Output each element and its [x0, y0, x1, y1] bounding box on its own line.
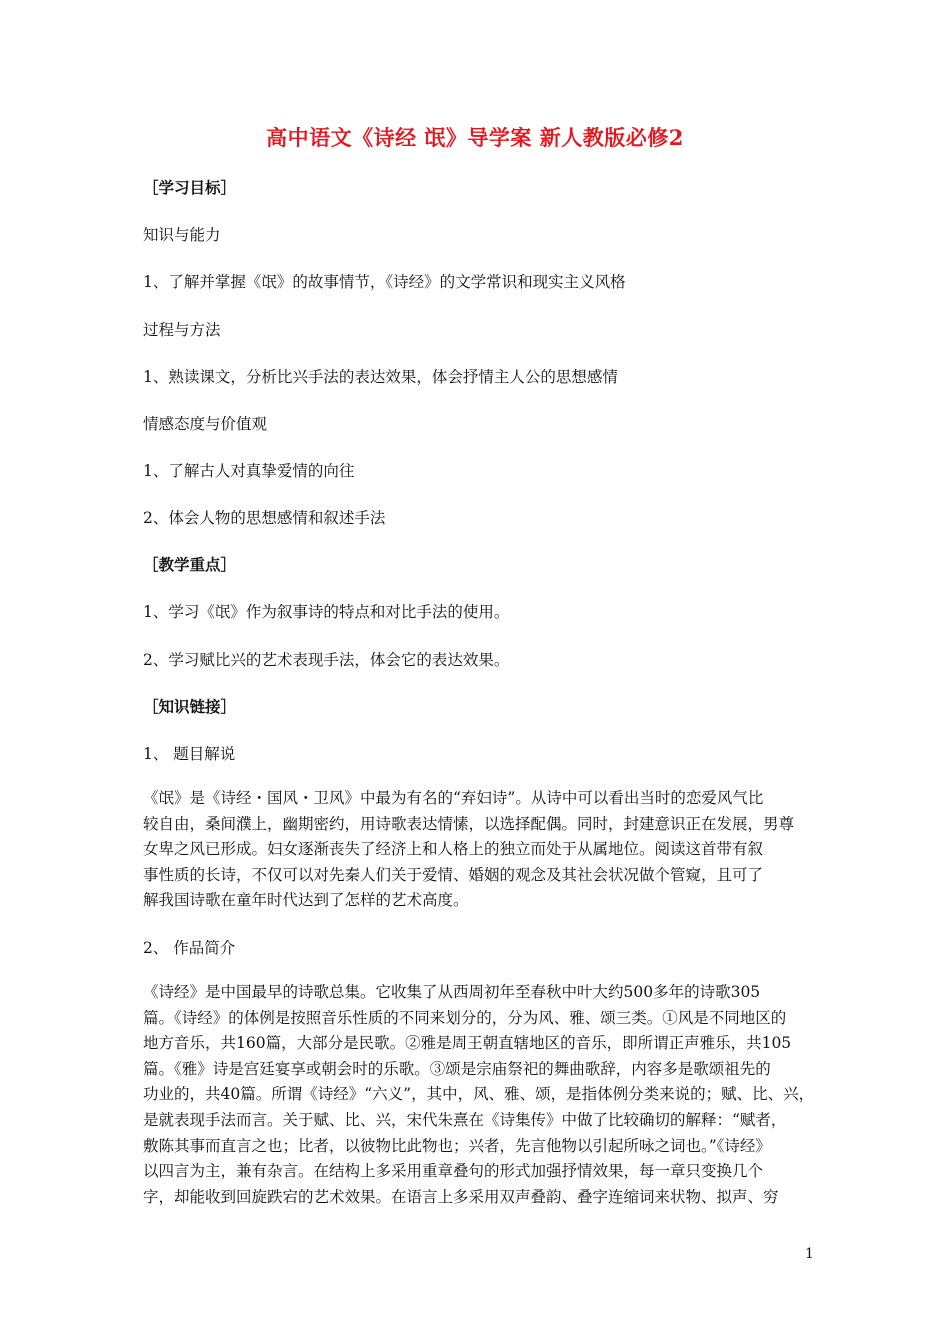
- process-method-label: 过程与方法: [143, 321, 221, 339]
- paragraph-line: 地方音乐，共160篇，大部分是民歌。②雅是周王朝直辖地区的音乐，即所谓正声雅乐，共105: [143, 1034, 792, 1053]
- page-number: 1: [805, 1246, 814, 1262]
- paragraph-line: 篇。《诗经》的体例是按照音乐性质的不同来划分的，分为风、雅、颂三类。①风是不同地区的: [143, 1008, 787, 1027]
- key-point-item-1: 1、学习《氓》作为叙事诗的特点和对比手法的使用。: [143, 603, 510, 621]
- paragraph-line: 《氓》是《诗经・国风・卫风》中最为有名的“弃妇诗”。从诗中可以看出当时的恋爱风气比: [143, 789, 764, 807]
- paragraph-line: 功业的，共40篇。所谓《诗经》“六义”，其中，风、雅、颂，是指体例分类来说的；赋、比、兴，: [143, 1085, 815, 1104]
- knowledge-ability-item-1: 1、了解并掌握《氓》的故事情节，《诗经》的文学常识和现实主义风格: [143, 273, 626, 291]
- link-2-paragraph: [143, 980, 815, 1210]
- paragraph-line: 篇。《雅》诗是宫廷宴享或朝会时的乐歌。③颂是宗庙祭祀的舞曲歌辞，内容多是歌颂祖先的: [143, 1059, 771, 1078]
- key-points-heading: ［教学重点］: [143, 555, 237, 574]
- paragraph-line: 敷陈其事而直言之也；比者，以彼物比此物也；兴者，先言他物以引起所咏之词也。”《诗经》: [143, 1136, 771, 1155]
- process-method-item-1: 1、熟读课文，分析比兴手法的表达效果，体会抒情主人公的思想感情: [143, 368, 618, 386]
- paragraph-line: 字，却能收到回旋跌宕的艺术效果。在语言上多采用双声叠韵、叠字连缩词来状物、拟声、穷: [143, 1187, 779, 1206]
- link-1-paragraph: [143, 786, 808, 914]
- paragraph-line: 事性质的长诗，不仅可以对先秦人们关于爱情、婚姻的观念及其社会状况做个管窥，且可了: [143, 865, 764, 884]
- knowledge-ability-label: 知识与能力: [143, 226, 221, 244]
- paragraph-line: 较自由，桑间濮上，幽期密约，用诗歌表达情愫，以选择配偶。同时，封建意识正在发展，男尊: [143, 814, 795, 833]
- links-heading: ［知识链接］: [143, 697, 237, 716]
- link-1-title: 1、 题目解说: [143, 745, 236, 763]
- link-2-title: 2、 作品简介: [143, 939, 236, 957]
- paragraph-line: 女卑之风已形成。妇女逐渐丧失了经济上和人格上的独立而处于从属地位。阅读这首带有叙: [143, 840, 764, 859]
- objectives-heading: ［学习目标］: [143, 178, 237, 197]
- key-point-item-2: 2、学习赋比兴的艺术表现手法，体会它的表达效果。: [143, 651, 510, 669]
- emotion-values-item-2: 2、体会人物的思想感情和叙述手法: [143, 509, 386, 527]
- emotion-values-item-1: 1、了解古人对真挚爱情的向往: [143, 462, 355, 480]
- paragraph-line: 《诗经》是中国最早的诗歌总集。它收集了从西周初年至春秋中叶大约500多年的诗歌305: [143, 983, 761, 1001]
- emotion-values-label: 情感态度与价值观: [143, 415, 268, 433]
- paragraph-line: 解我国诗歌在童年时代达到了怎样的艺术高度。: [143, 891, 469, 910]
- page-title: 高中语文《诗经 氓》导学案 新人教版必修2: [266, 125, 684, 150]
- paragraph-line: 以四言为主，兼有杂言。在结构上多采用重章叠句的形式加强抒情效果，每一章只变换几个: [143, 1162, 764, 1181]
- paragraph-line: 是就表现手法而言。关于赋、比、兴，宋代朱熹在《诗集传》中做了比较确切的解释：“赋者，: [143, 1110, 787, 1129]
